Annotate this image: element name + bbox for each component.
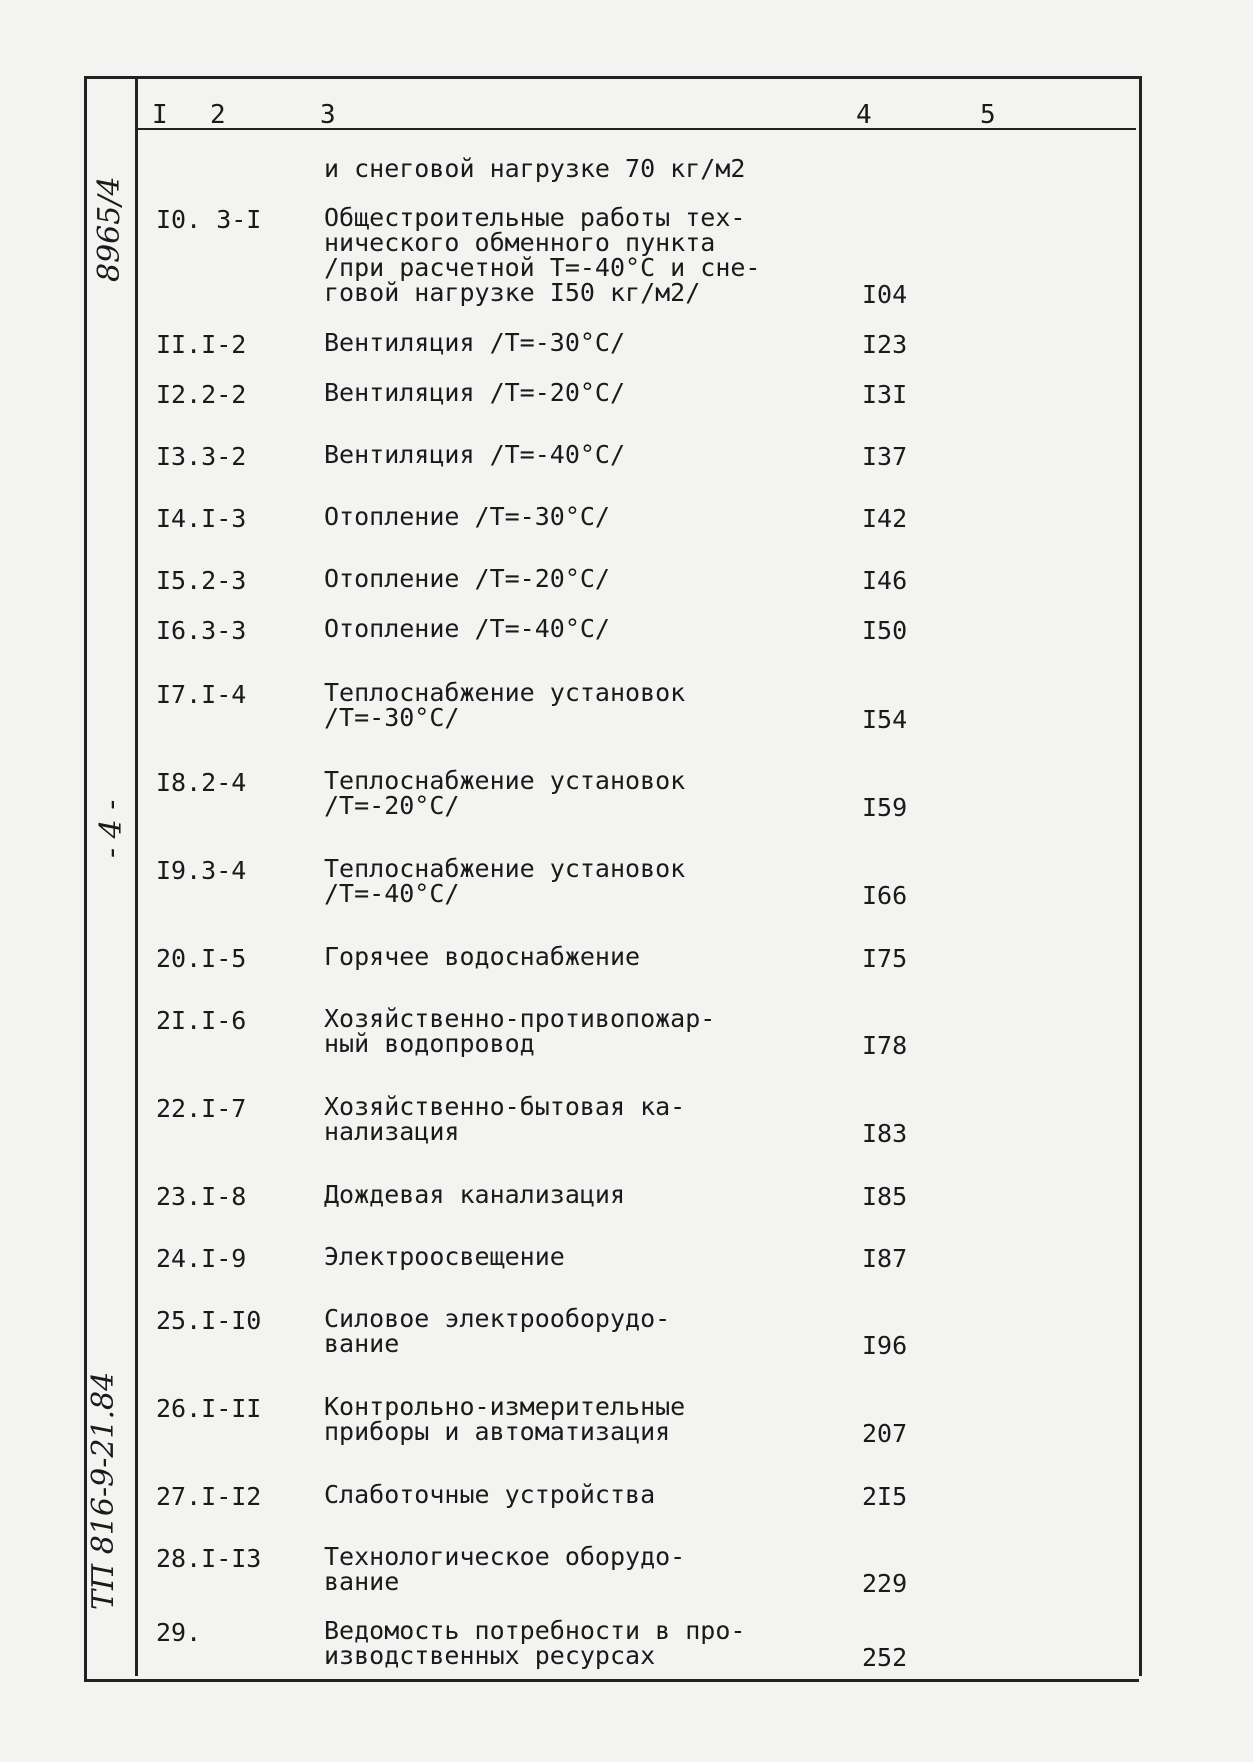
row-title: Теплоснабжение установок /Т=-40°С/ <box>324 854 686 908</box>
row-page: I78 <box>862 1031 908 1060</box>
row-number: I6.3-3 <box>156 616 247 645</box>
row-page: 229 <box>862 1569 908 1598</box>
row-number: 28.I-I3 <box>156 1544 262 1573</box>
row-title: Теплоснабжение установок /Т=-20°С/ <box>324 766 686 820</box>
row-number: 24.I-9 <box>156 1244 247 1273</box>
column-header-2: 2 <box>210 100 226 130</box>
row-number: 26.I-II <box>156 1394 262 1423</box>
row-number: 20.I-5 <box>156 944 247 973</box>
row-title: Хозяйственно-бытовая ка- нализация <box>324 1092 686 1146</box>
column-header-4: 4 <box>856 100 872 130</box>
row-number: 29. <box>156 1618 202 1647</box>
row-title: Отопление /Т=-40°С/ <box>324 614 610 643</box>
row-title: Отопление /Т=-20°С/ <box>324 564 610 593</box>
row-number: 2I.I-6 <box>156 1006 247 1035</box>
row-number: I7.I-4 <box>156 680 247 709</box>
row-title: Общестроительные работы тех- нического обменного пункта /при расчетной Т=-40°С и сне- говой нагрузке I50 кг/м2/ <box>324 203 761 307</box>
row-page: I83 <box>862 1119 908 1148</box>
row-page: I59 <box>862 793 908 822</box>
row-title: Технологическое оборудо- вание <box>324 1542 686 1596</box>
side-label-middle: - 4 - <box>94 799 129 858</box>
row-title: Силовое электрооборудо- вание <box>324 1304 671 1358</box>
row-title: Электроосвещение <box>324 1242 565 1271</box>
row-page: 2I5 <box>862 1482 908 1511</box>
row-title: Вентиляция /Т=-20°С/ <box>324 378 626 407</box>
row-page: 207 <box>862 1419 908 1448</box>
row-number: I3.3-2 <box>156 442 247 471</box>
row-title: Вентиляция /Т=-30°С/ <box>324 328 626 357</box>
row-number: I4.I-3 <box>156 504 247 533</box>
row-number: I0. 3-I <box>156 205 262 234</box>
row-number: I9.3-4 <box>156 856 247 885</box>
row-number: I5.2-3 <box>156 566 247 595</box>
row-page: I46 <box>862 566 908 595</box>
row-title: Горячее водоснабжение <box>324 942 641 971</box>
row-page: I37 <box>862 442 908 471</box>
column-header-3: 3 <box>320 100 336 130</box>
column-header-5: 5 <box>980 100 996 130</box>
row-title: Слаботочные устройства <box>324 1480 656 1509</box>
row-page: I54 <box>862 705 908 734</box>
continuation-text: и снеговой нагрузке 70 кг/м2 <box>324 154 746 183</box>
row-page: I66 <box>862 881 908 910</box>
row-page: I85 <box>862 1182 908 1211</box>
row-number: 25.I-I0 <box>156 1306 262 1335</box>
row-page: I23 <box>862 330 908 359</box>
row-title: Дождевая канализация <box>324 1180 626 1209</box>
row-page: I87 <box>862 1244 908 1273</box>
row-number: 27.I-I2 <box>156 1482 262 1511</box>
row-number: 22.I-7 <box>156 1094 247 1123</box>
row-page: I3I <box>862 380 908 409</box>
row-title: Теплоснабжение установок /Т=-30°С/ <box>324 678 686 732</box>
row-title: Ведомость потребности в про- изводственных ресурсах <box>324 1616 746 1670</box>
row-page: I50 <box>862 616 908 645</box>
row-title: Хозяйственно-противопожар- ный водопровод <box>324 1004 716 1058</box>
row-number: 23.I-8 <box>156 1182 247 1211</box>
row-page: I42 <box>862 504 908 533</box>
row-page: I75 <box>862 944 908 973</box>
row-title: Контрольно-измерительные приборы и автоматизация <box>324 1392 686 1446</box>
row-page: I04 <box>862 280 908 309</box>
row-title: Отопление /Т=-30°С/ <box>324 502 610 531</box>
side-label-top: 8965/4 <box>92 176 127 282</box>
row-number: II.I-2 <box>156 330 247 359</box>
row-page: 252 <box>862 1643 908 1672</box>
row-title: Вентиляция /Т=-40°С/ <box>324 440 626 469</box>
side-label-bottom: ТП 816-9-21.84 <box>86 1371 121 1610</box>
row-number: I2.2-2 <box>156 380 247 409</box>
row-number: I8.2-4 <box>156 768 247 797</box>
row-page: I96 <box>862 1331 908 1360</box>
column-header-1: I <box>152 100 168 130</box>
